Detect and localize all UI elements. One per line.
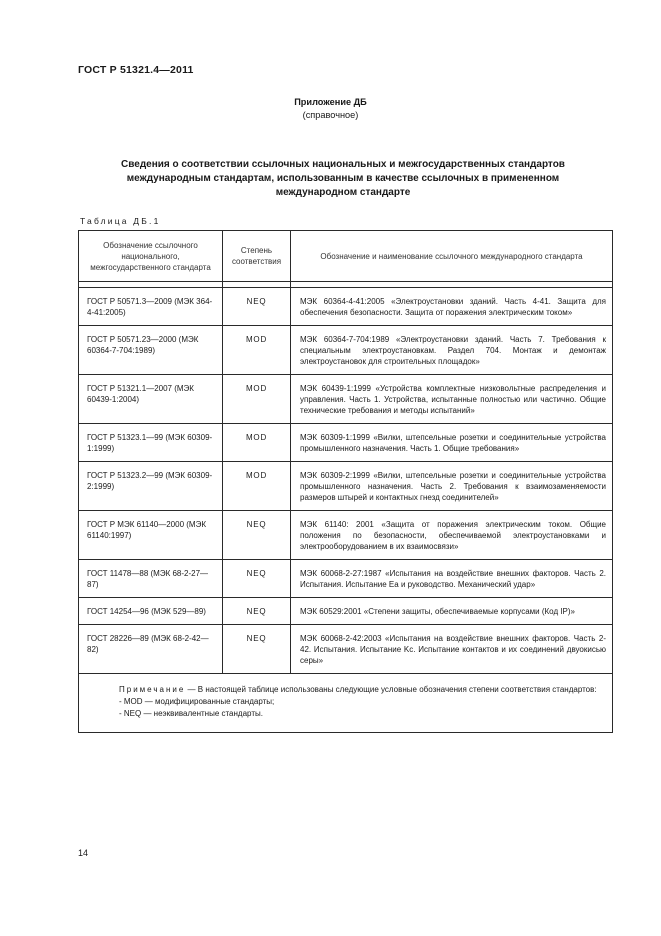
degree-cell: NEQ <box>223 598 291 625</box>
correspondence-table <box>78 230 613 733</box>
international-standard-cell: МЭК 60068-2-42:2003 «Испытания на воздействие внешних факторов. Часть 2-42. Испытания. Испытание Kc. Испытание контактов и их соединений двуокисью серы» <box>291 625 613 674</box>
table-row <box>79 462 613 511</box>
standard-code: ГОСТ Р 51321.4—2011 <box>78 64 194 76</box>
national-standard-cell: ГОСТ Р 50571.3—2009 (МЭК 364-4-41:2005) <box>79 288 223 326</box>
national-standard-cell: ГОСТ Р МЭК 61140—2000 (МЭК 61140:1997) <box>79 511 223 560</box>
appendix-title: Приложение ДБ <box>294 97 367 107</box>
table-row <box>79 375 613 424</box>
note-item-neq: - NEQ — неэквивалентные стандарты. <box>119 709 263 718</box>
document-title: Сведения о соответствии ссылочных национальных и межгосударственных стандартов международным стандартам, использованным в качестве ссылочных в примененном международном стандарте <box>121 159 565 198</box>
table-row <box>79 560 613 598</box>
note-text: — В настоящей таблице использованы следующие условные обозначения степени соответствия стандартов: <box>187 685 597 694</box>
international-standard-cell: МЭК 60068-2-27:1987 «Испытания на воздействие внешних факторов. Часть 2. Испытания. Испытание Ea и руководство. Механический удар» <box>291 560 613 598</box>
note-label: Примечание <box>119 685 186 694</box>
international-standard-cell: МЭК 60364-7-704:1989 «Электроустановки зданий. Часть 7. Требования к специальным электроустановкам. Раздел 704. Монтаж и демонтаж электроустановок для строительных площадок» <box>291 326 613 375</box>
note-intro <box>89 684 604 696</box>
international-standard-cell: МЭК 60529:2001 «Степени защиты, обеспечиваемые корпусами (Код IP)» <box>291 598 613 625</box>
national-standard-cell: ГОСТ Р 51323.1—99 (МЭК 60309-1:1999) <box>79 424 223 462</box>
degree-cell: MOD <box>223 326 291 375</box>
international-standard-cell: МЭК 60309-1:1999 «Вилки, штепсельные розетки и соединительные устройства промышленного назначения. Часть 1. Общие требования» <box>291 424 613 462</box>
international-standard-cell: МЭК 60309-2:1999 «Вилки, штепсельные розетки и соединительные устройства промышленного назначения. Часть 2. Требования к взаимозаменяемости размеров штырей и контактных гнезд соединителей» <box>291 462 613 511</box>
national-standard-cell: ГОСТ Р 50571.23—2000 (МЭК 60364-7-704:1989) <box>79 326 223 375</box>
national-standard-cell: ГОСТ 28226—89 (МЭК 68-2-42—82) <box>79 625 223 674</box>
table-header-row <box>79 231 613 282</box>
table-row <box>79 424 613 462</box>
degree-cell: NEQ <box>223 560 291 598</box>
international-standard-cell: МЭК 60439-1:1999 «Устройства комплектные низковольтные распределения и управления. Часть 1. Устройства, испытанные полностью или частично. Общие технические требования и методы испытаний» <box>291 375 613 424</box>
international-standard-cell: МЭК 61140: 2001 «Защита от поражения электрическим током. Общие положения по безопасности, обеспечиваемой электроустановками и электрооборудованием в их взаимосвязи» <box>291 511 613 560</box>
table-caption: Таблица ДБ.1 <box>80 216 161 226</box>
degree-cell: NEQ <box>223 511 291 560</box>
table-note <box>79 674 613 733</box>
table-row <box>79 598 613 625</box>
degree-cell: NEQ <box>223 288 291 326</box>
table-row <box>79 511 613 560</box>
national-standard-cell: ГОСТ Р 51323.2—99 (МЭК 60309-2:1999) <box>79 462 223 511</box>
degree-cell: MOD <box>223 424 291 462</box>
national-standard-cell: ГОСТ 11478—88 (МЭК 68-2-27—87) <box>79 560 223 598</box>
table-row <box>79 326 613 375</box>
header-international-standard: Обозначение и наименование ссылочного международного стандарта <box>291 231 613 282</box>
degree-cell: MOD <box>223 375 291 424</box>
header-degree: Степень соответствия <box>223 231 291 282</box>
header-national-standard: Обозначение ссылочного национального, межгосударственного стандарта <box>79 231 223 282</box>
national-standard-cell: ГОСТ 14254—96 (МЭК 529—89) <box>79 598 223 625</box>
degree-cell: MOD <box>223 462 291 511</box>
international-standard-cell: МЭК 60364-4-41:2005 «Электроустановки зданий. Часть 4-41. Защита для обеспечения безопасности. Защита от поражения электрическим током» <box>291 288 613 326</box>
table-row <box>79 625 613 674</box>
appendix-subtitle: (справочное) <box>302 110 359 120</box>
table-row <box>79 288 613 326</box>
national-standard-cell: ГОСТ Р 51321.1—2007 (МЭК 60439-1:2004) <box>79 375 223 424</box>
table-note-row <box>79 674 613 733</box>
page-number: 14 <box>78 848 89 858</box>
degree-cell: NEQ <box>223 625 291 674</box>
note-item-mod: - MOD — модифицированные стандарты; <box>119 697 275 706</box>
